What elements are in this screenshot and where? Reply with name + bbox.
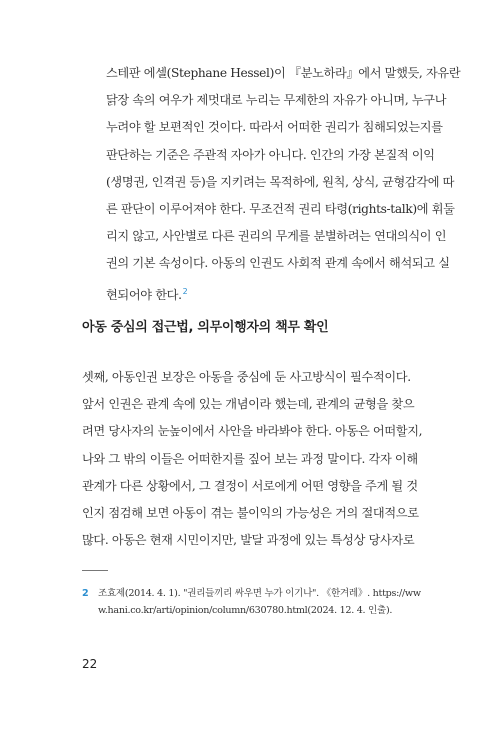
paragraph-line: 권의 기본 속성이다. 아동의 인권도 사회적 관계 속에서 해석되고 실	[106, 256, 450, 271]
paragraph-line: 닭장 속의 여우가 제멋대로 누리는 무제한의 자유가 아니며, 누구나	[106, 93, 447, 108]
footnote-reference[interactable]: 2	[182, 286, 188, 296]
paragraph-line: 많다. 아동은 현재 시민이지만, 발달 과정에 있는 특성상 당사자로	[82, 533, 415, 548]
paragraph-line-text: 현되어야 한다.	[106, 287, 182, 302]
footnote	[82, 585, 422, 619]
paragraph-line: 셋째, 아동인권 보장은 아동을 중심에 둔 사고방식이 필수적이다.	[82, 370, 411, 384]
paragraph-line-last	[82, 278, 420, 309]
paragraph-line: 관계가 다른 상황에서, 그 결정이 서로에게 어떤 영향을 주게 될 것	[82, 478, 418, 493]
paragraph-line: 스테판 에셀(Stephane Hessel)이 『분노하라』에서 말했듯, 자유란	[106, 66, 461, 80]
page-number: 22	[82, 657, 98, 671]
paragraph-line: 나와 그 밖의 이들은 어떠한지를 짚어 보는 과정 말이다. 각자 이해	[82, 451, 418, 466]
paragraph-line: 리지 않고, 사안별로 다른 권리의 무게를 분별하려는 연대의식이 인	[106, 229, 447, 244]
body-paragraph-2	[82, 364, 423, 554]
footnote-number: 2	[82, 588, 89, 599]
footnote-line: 조효제(2014. 4. 1). "권리들끼리 싸우면 누가 이기나". 《한겨레》. https://ww	[98, 588, 421, 599]
paragraph-line: (생명권, 인격권 등)을 지키려는 목적하에, 원칙, 상식, 균형감각에 따	[106, 174, 455, 189]
paragraph-line: 인지 점검해 보면 아동이 겪는 불이익의 가능성은 거의 절대적으로	[82, 506, 419, 521]
body-paragraph-1	[82, 60, 461, 309]
paragraph-line: 려면 당사자의 눈높이에서 사안을 바라봐야 한다. 아동은 어떠할지,	[82, 424, 423, 439]
paragraph-line: 른 판단이 이루어져야 한다. 무조건적 권리 타령(rights-talk)에 휘둘	[106, 202, 455, 217]
paragraph-line: 누려야 할 보편적인 것이다. 따라서 어떠한 권리가 침해되었는지를	[106, 120, 443, 135]
footnote-line: w.hani.co.kr/arti/opinion/column/630780.html(2024. 12. 4. 인출).	[98, 605, 393, 616]
paragraph-line: 앞서 인권은 관계 속에 있는 개념이라 했는데, 관계의 균형을 찾으	[82, 397, 415, 412]
section-heading: 아동 중심의 접근법, 의무이행자의 책무 확인	[82, 320, 329, 335]
paragraph-line: 판단하는 기준은 주관적 자아가 아니다. 인간의 가장 본질적 이익	[106, 147, 435, 162]
footnote-divider	[82, 570, 108, 571]
